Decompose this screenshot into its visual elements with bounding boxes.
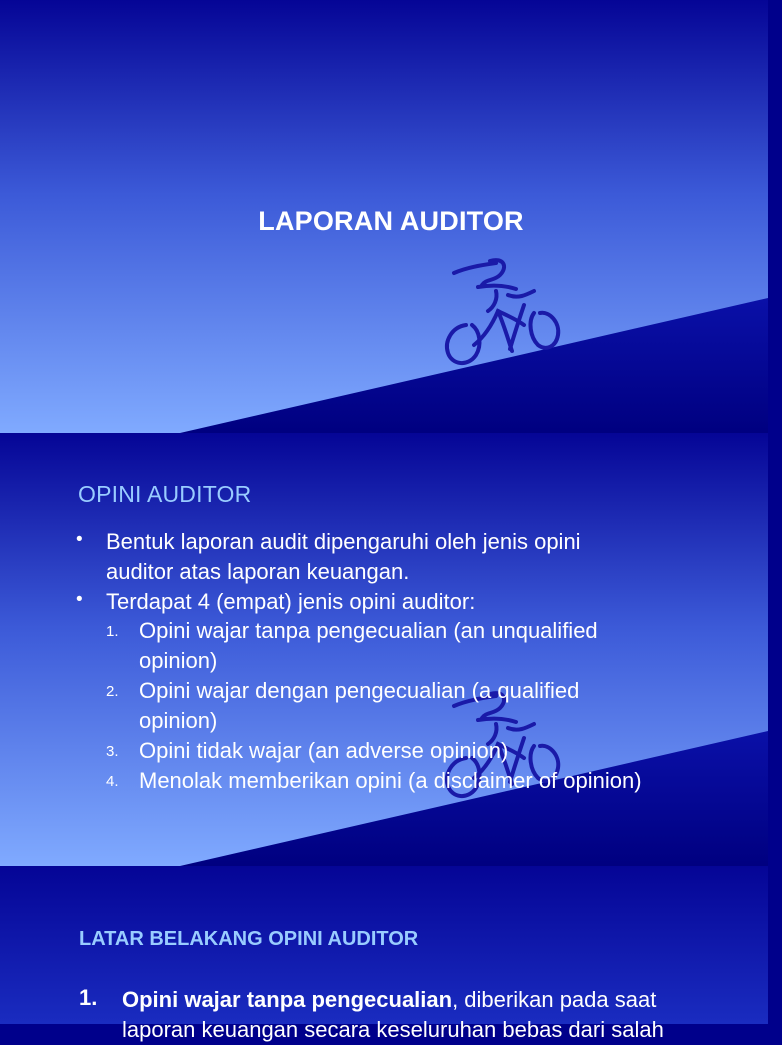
- bullet-marker: •: [76, 589, 83, 610]
- list-number: 3.: [106, 743, 119, 760]
- list-item: Opini tidak wajar (an adverse opinion): [139, 738, 509, 763]
- slide-title: [0, 0, 768, 433]
- list-number: 4.: [106, 773, 119, 790]
- list-item: [122, 985, 742, 1045]
- list-item: Opini wajar tanpa pengecualian (an unqualified opinion): [139, 618, 598, 673]
- list-item: Menolak memberikan opini (a disclaimer of opinion): [139, 768, 642, 793]
- bullet-text: Bentuk laporan audit dipengaruhi oleh jenis opini auditor atas laporan keuangan.: [106, 529, 581, 584]
- slide-opini-auditor: [0, 433, 768, 866]
- cyclist-icon: [438, 255, 563, 370]
- slide-latar-belakang: [0, 866, 768, 1042]
- slide-heading: LATAR BELAKANG OPINI AUDITOR: [79, 928, 419, 950]
- list-item-bold: Opini wajar tanpa pengecualian: [122, 987, 453, 1012]
- bullet-text: Terdapat 4 (empat) jenis opini auditor:: [106, 589, 476, 614]
- list-item-line2: laporan keuangan secara keseluruhan bebas dari salah: [122, 1017, 664, 1042]
- list-number: 1.: [79, 985, 98, 1010]
- list-number: 1.: [106, 623, 119, 640]
- slide-heading: OPINI AUDITOR: [78, 481, 252, 507]
- list-number: 2.: [106, 683, 119, 700]
- bullet-marker: •: [76, 529, 83, 550]
- list-item-rest: , diberikan pada saat: [452, 987, 657, 1012]
- slide-title-text: LAPORAN AUDITOR: [258, 206, 524, 236]
- list-item: Opini wajar dengan pengecualian (a qualified opinion): [139, 678, 580, 733]
